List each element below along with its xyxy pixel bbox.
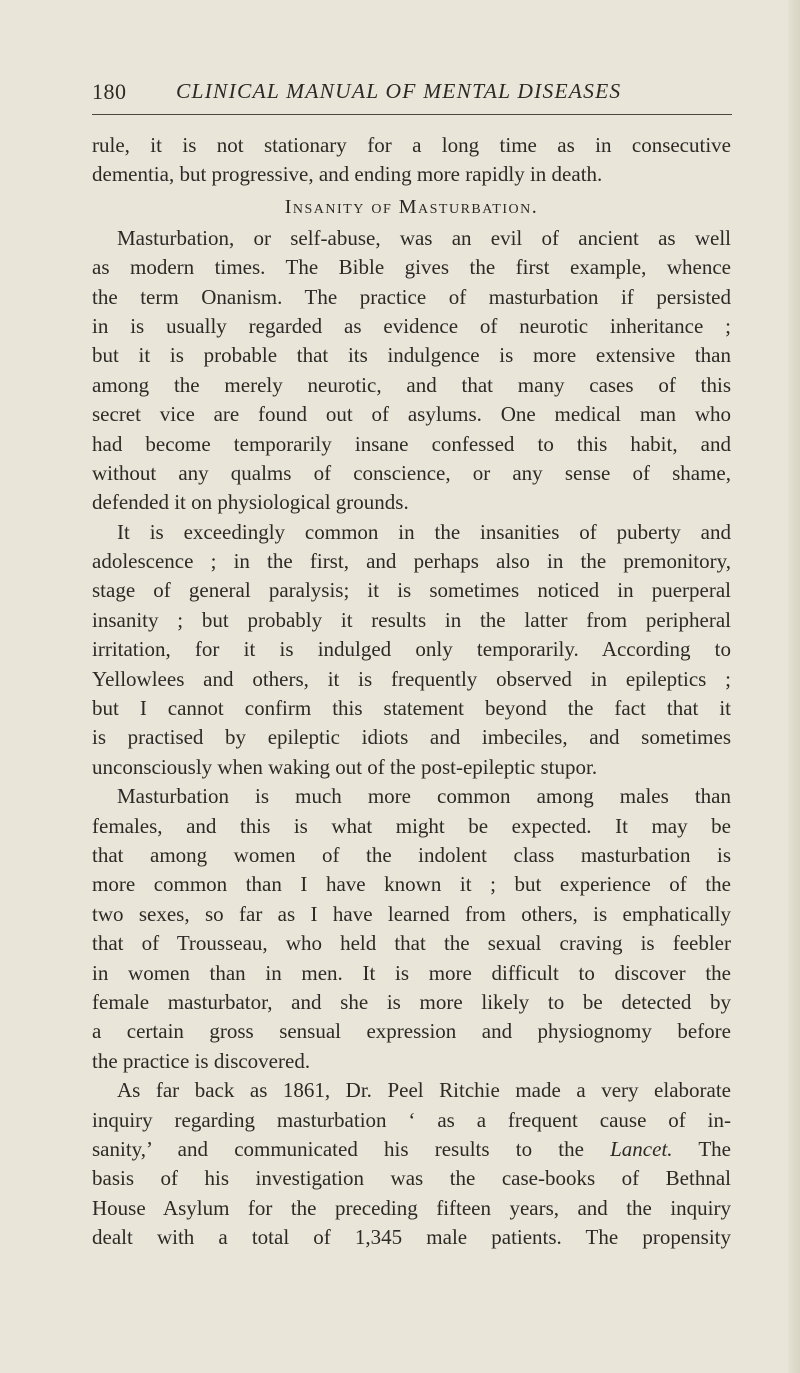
paragraph (92, 1076, 731, 1252)
text-line: the practice is discovered. (92, 1048, 311, 1073)
text-line: in women than in men. It is more difficult to discover the (92, 960, 731, 985)
text-line: a certain gross sensual expression and physiognomy before (92, 1019, 731, 1044)
paragraph (92, 224, 731, 518)
text-line: without any qualms of conscience, or any sense of shame, (92, 460, 731, 485)
text-line: is practised by epileptic idiots and imbeciles, and sometimes (92, 725, 731, 750)
text-line: As far back as 1861, Dr. Peel Ritchie made a very elaborate (117, 1078, 731, 1103)
text-line: dealt with a total of 1,345 male patients. The propensity (92, 1225, 731, 1250)
text-line: basis of his investigation was the case-books of Bethnal (92, 1166, 731, 1191)
text-line: defended it on physiological grounds. (92, 490, 409, 515)
text-line: in is usually regarded as evidence of neurotic inheritance ; (92, 313, 731, 338)
text-line: irritation, for it is indulged only temporarily. According to (92, 637, 731, 662)
text-line: two sexes, so far as I have learned from others, is emphatically (92, 901, 731, 926)
text-line: Masturbation, or self-abuse, was an evil of ancient as well (117, 225, 731, 250)
text-line: adolescence ; in the first, and perhaps also in the premonitory, (92, 549, 731, 574)
text-line: the term Onanism. The practice of masturbation if persisted (92, 284, 731, 309)
text-line: among the merely neurotic, and that many cases of this (92, 372, 731, 397)
text-line: unconsciously when waking out of the post-epileptic stupor. (92, 754, 598, 779)
text-line: stage of general paralysis; it is sometimes noticed in puerperal (92, 578, 731, 603)
text-line: It is exceedingly common in the insanities of puberty and (117, 519, 731, 544)
text-line: but I cannot confirm this statement beyond the fact that it (92, 696, 731, 721)
text-line: that among women of the indolent class masturbation is (92, 842, 731, 867)
text-line: as modern times. The Bible gives the first example, whence (92, 255, 731, 280)
text-line: female masturbator, and she is more likely to be detected by (92, 989, 731, 1014)
text-line: but it is probable that its indulgence is more extensive than (92, 343, 731, 368)
text-line: females, and this is what might be expected. It may be (92, 813, 731, 838)
paragraph (92, 782, 731, 1076)
journal-title: Lancet. (610, 1136, 673, 1161)
page-number: 180 (92, 79, 127, 104)
text-fragment: sanity,’ and communicated his results to the (92, 1136, 611, 1161)
text-line (92, 1135, 731, 1164)
page-header (92, 79, 732, 109)
opening-fragment (92, 131, 731, 190)
text-line: rule, it is not stationary for a long time as in consecutive (92, 133, 731, 157)
paragraph (92, 518, 731, 783)
text-line: House Asylum for the preceding fifteen years, and the inquiry (92, 1195, 731, 1220)
text-line: insanity ; but probably it results in the latter from peripheral (92, 607, 731, 632)
body-text (92, 131, 731, 1252)
text-fragment: The (672, 1136, 731, 1161)
text-line: dementia, but progressive, and ending more rapidly in death. (92, 162, 603, 187)
text-line: Masturbation is much more common among males than (117, 784, 731, 809)
text-line: more common than I have known it ; but experience of the (92, 872, 731, 897)
section-heading: Insanity of Masturbation. (284, 195, 539, 218)
running-head: CLINICAL MANUAL OF MENTAL DISEASES (176, 79, 622, 103)
page-edge-shadow (788, 0, 800, 1373)
text-line: inquiry regarding masturbation ‘ as a frequent cause of in- (92, 1107, 731, 1132)
text-line: had become temporarily insane confessed to this habit, and (92, 431, 731, 456)
text-line: Yellowlees and others, it is frequently observed in epileptics ; (92, 666, 731, 691)
text-line: secret vice are found out of asylums. One medical man who (92, 402, 731, 427)
header-rule (92, 114, 732, 115)
text-line: that of Trousseau, who held that the sexual craving is feebler (92, 931, 731, 956)
